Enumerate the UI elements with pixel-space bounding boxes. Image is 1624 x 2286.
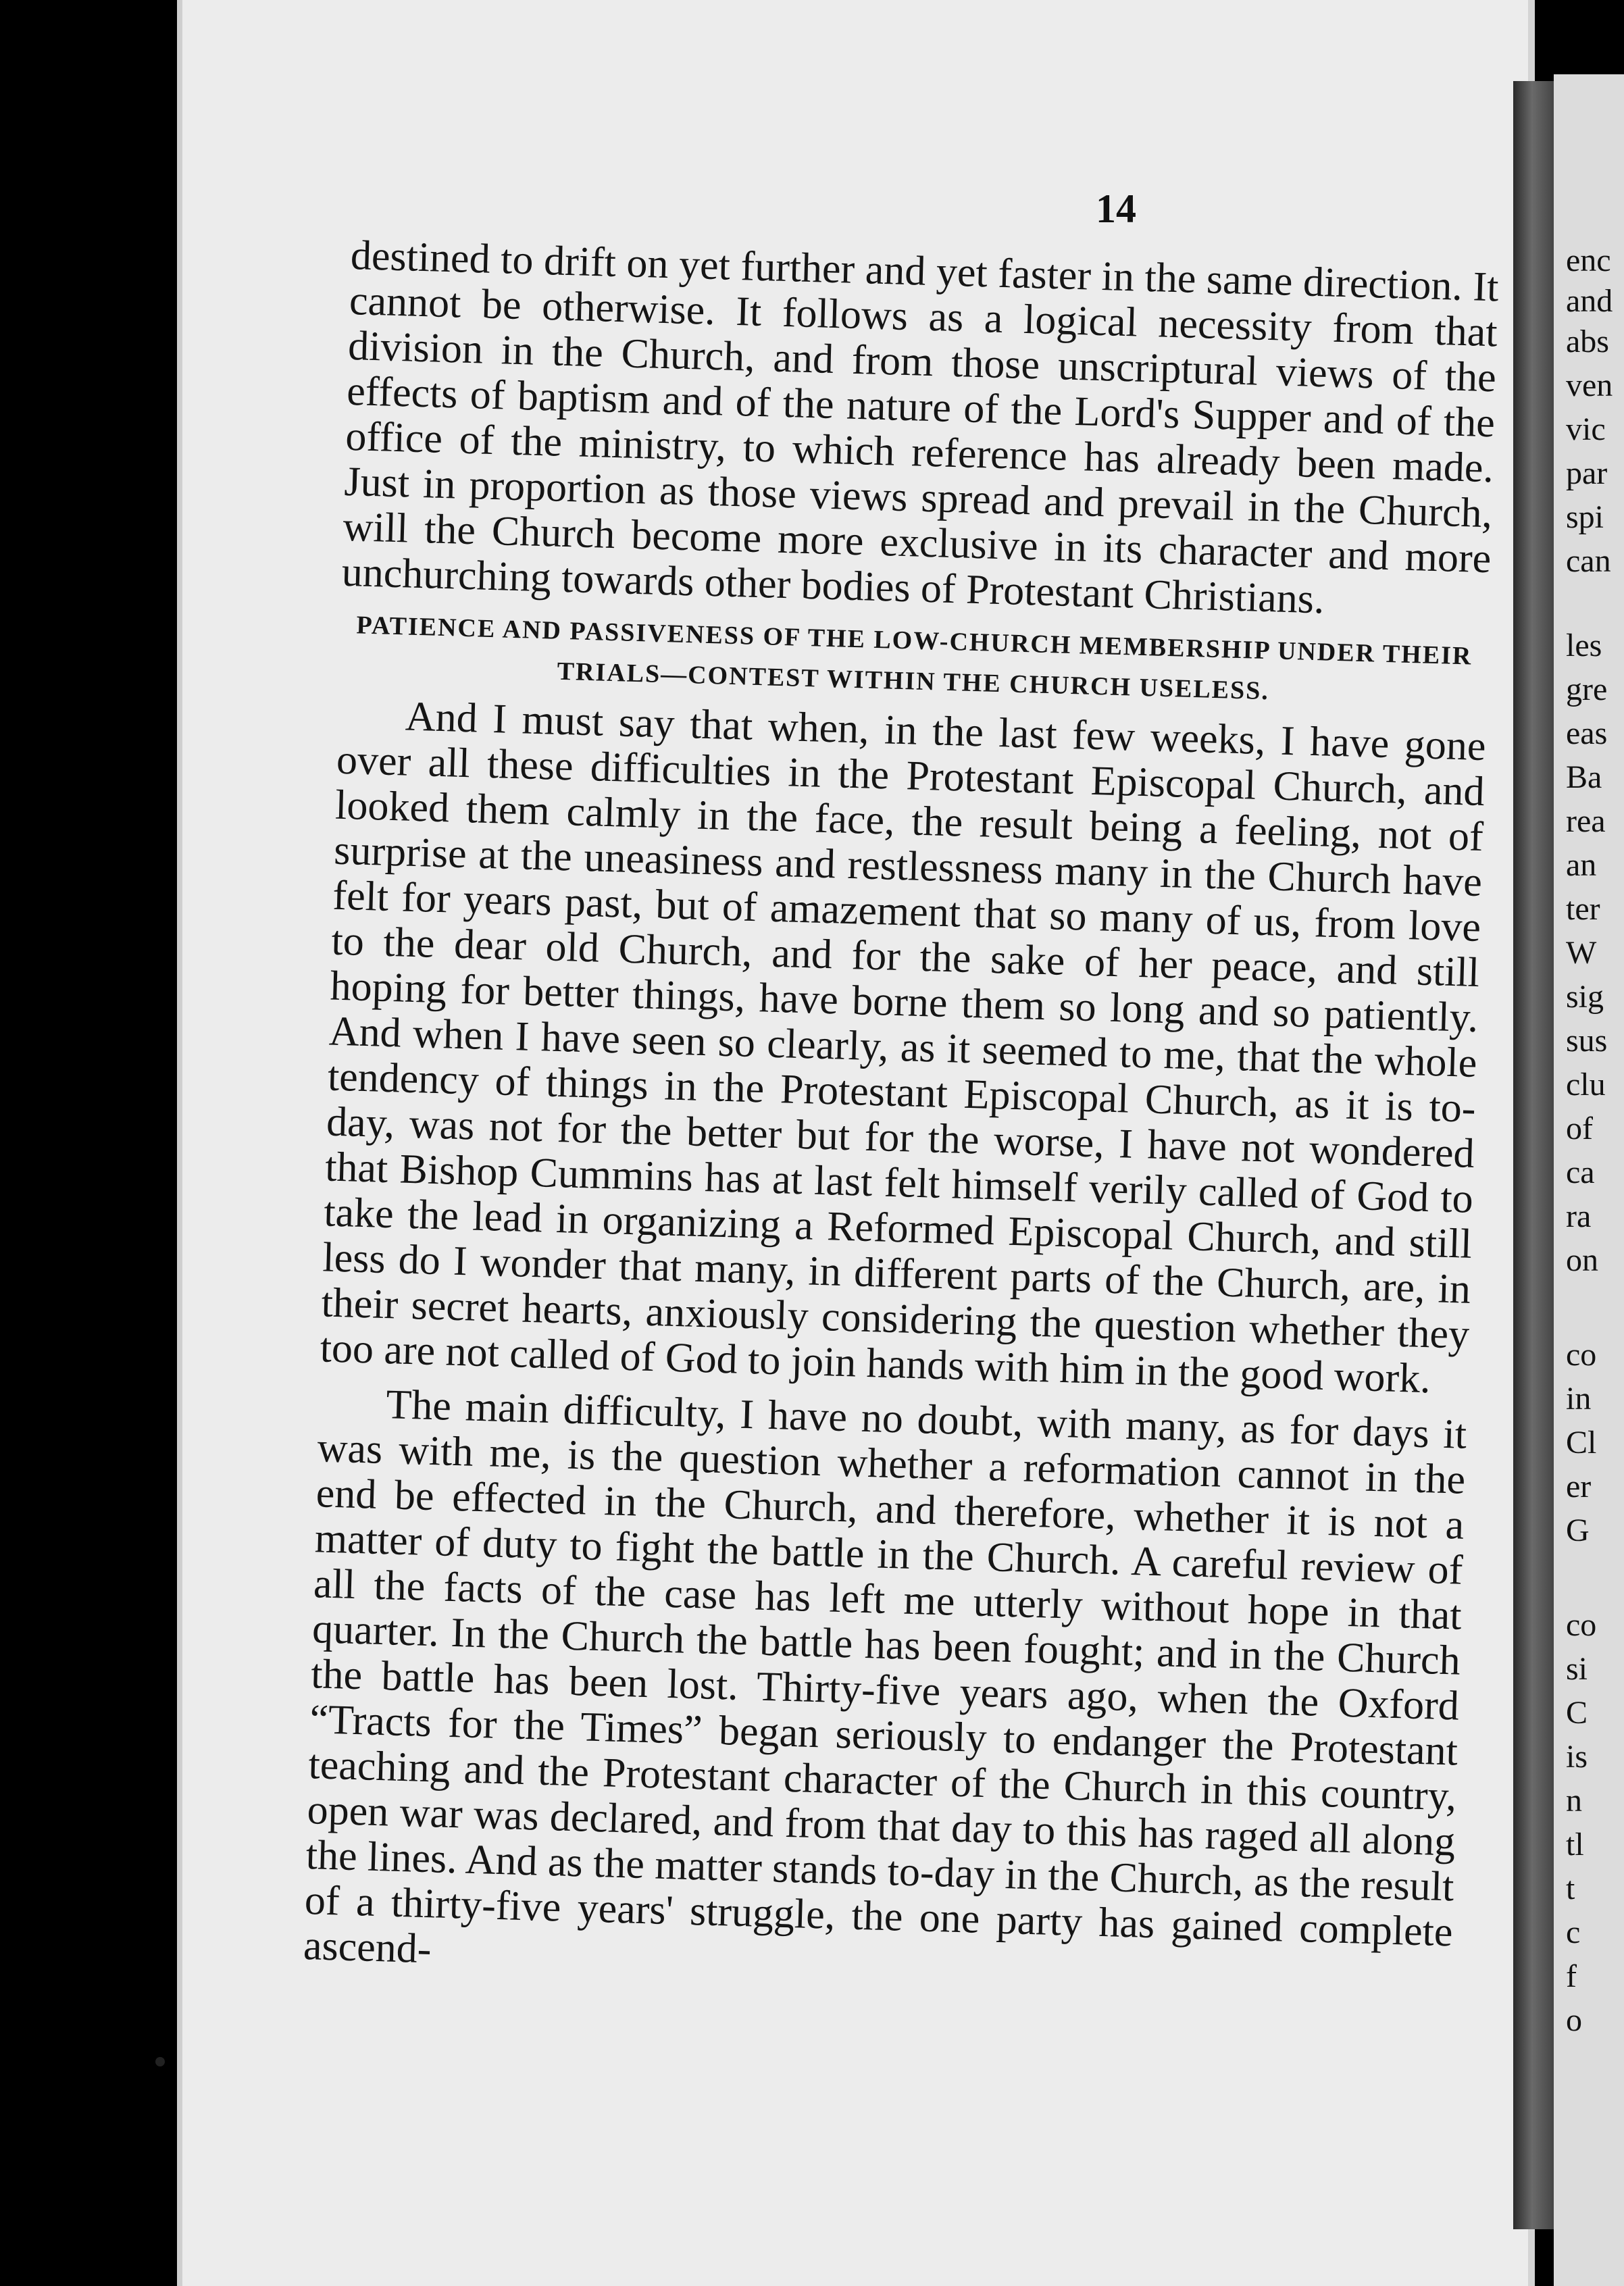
facing-page-fragment: rea: [1566, 803, 1606, 839]
facing-page-fragment: ra: [1566, 1198, 1592, 1234]
facing-page-fragment: Cl: [1566, 1425, 1597, 1460]
paragraph-patience: And I must say that when, in the last few weeks, I have gone over all these difficulties in the Protestant Episcopal Church, and looked them calmly in the face, the result being a feeling, not of surprise at the uneasiness and restlessness many in the Church have felt for years past, but of amazement that so many of us, from love to the dear old Church, and for the sake of her peace, and still hoping for better things, have borne them so long and so patiently. And when I have seen so clearly, as it seemed to me, that the whole tendency of things in the Protestant Episcopal Church, as it is to-day, was not for the better but for the worse, I have not wondered that Bishop Cummins has at last felt himself verily called of God to take the lead in organizing a Reformed Episcopal Church, and still less do I wonder that many, in different parts of the Church, are, in their secret hearts, anxiously considering the question whether they too are not called of God to join hands with him in the good work.: [319, 693, 1487, 1402]
facing-page-fragment: C: [1566, 1695, 1588, 1731]
section-heading: PATIENCE AND PASSIVENESS OF THE LOW-CHURCH MEMBERSHIP UNDER THEIR TRIALS—CONTEST WITHIN THE CHURCH USELESS.: [356, 611, 1473, 706]
paragraph-main-difficulty: The main difficulty, I have no doubt, with many, as for days it was with me, is the question whether a reformation cannot in the end be effected in the Church, and therefore, whether it is not a matter of duty to fight the battle in the Church. A careful review of all the facts of the case has left me utterly without hope in that quarter. In the Church the battle has been fought; and in the Church the battle has been lost. Thirty-five years ago, when the Oxford “Tracts for the Times” began seriously to endanger the Protestant teaching and the Protestant character of the Church in this country, open war was declared, and from that day to this has raged all along the lines. And as the matter stands to-day in the Church, as the result of a thirty-five years' struggle, the one party has gained complete ascend-: [303, 1381, 1467, 1973]
facing-page-fragment: co: [1566, 1607, 1597, 1643]
facing-page-edge: [1554, 74, 1624, 2286]
facing-page-fragment: is: [1566, 1739, 1588, 1775]
facing-page-fragment: an: [1566, 847, 1597, 883]
facing-page-fragment: vic: [1566, 411, 1606, 447]
facing-page-fragment: tl: [1566, 1827, 1584, 1862]
facing-page-fragment: abs: [1566, 324, 1609, 359]
facing-page-fragment: gre: [1566, 671, 1608, 707]
facing-page-fragment: eas: [1566, 715, 1608, 751]
facing-page-fragment: enc: [1566, 243, 1611, 278]
facing-page-fragment: f: [1566, 1958, 1577, 1994]
facing-page-fragment: Ba: [1566, 759, 1602, 795]
facing-page-fragment: spi: [1566, 499, 1604, 535]
facing-page-fragment: and: [1566, 283, 1613, 319]
facing-page-fragment: par: [1566, 455, 1608, 491]
facing-page-fragment: sus: [1566, 1023, 1608, 1059]
facing-page-fragment: sig: [1566, 979, 1604, 1015]
facing-page-fragment: W: [1566, 935, 1597, 971]
ink-spot: [155, 2057, 165, 2066]
facing-page-fragment: ca: [1566, 1154, 1595, 1190]
facing-page-fragment: ven: [1566, 367, 1613, 403]
facing-page-fragment: ter: [1566, 891, 1600, 927]
facing-page-fragment: of: [1566, 1111, 1593, 1146]
facing-page-fragment: on: [1566, 1242, 1598, 1278]
facing-page-fragment: n: [1566, 1783, 1582, 1819]
facing-page-fragment: G: [1566, 1513, 1590, 1548]
facing-page-fragment: clu: [1566, 1067, 1606, 1102]
facing-page-fragment: in: [1566, 1381, 1592, 1417]
facing-page-fragment: c: [1566, 1914, 1581, 1950]
paragraph-continuation: destined to drift on yet further and yet faster in the same direction. It cannot be otherwise. It follows as a logical necessity from that division in the Church, and from those unscriptural views of the effects of baptism and of the nature of the Lord's Supper and of the office of the ministry, to which reference has already been made. Just in proportion as those views spread and prevail in the Church, will the Church become more exclusive in its character and more unchurching towards other bodies of Protestant Christians.: [341, 232, 1500, 623]
facing-page-fragment: co: [1566, 1337, 1597, 1373]
facing-page-fragment: er: [1566, 1469, 1592, 1504]
facing-page-fragment: si: [1566, 1651, 1588, 1687]
page-body: [303, 233, 1499, 2000]
facing-page-fragment: o: [1566, 2002, 1582, 2038]
facing-page-fragment: can: [1566, 543, 1611, 579]
facing-page-fragment: t: [1566, 1871, 1575, 1906]
page-number: 14: [1096, 186, 1136, 231]
facing-page-fragment: les: [1566, 628, 1602, 663]
